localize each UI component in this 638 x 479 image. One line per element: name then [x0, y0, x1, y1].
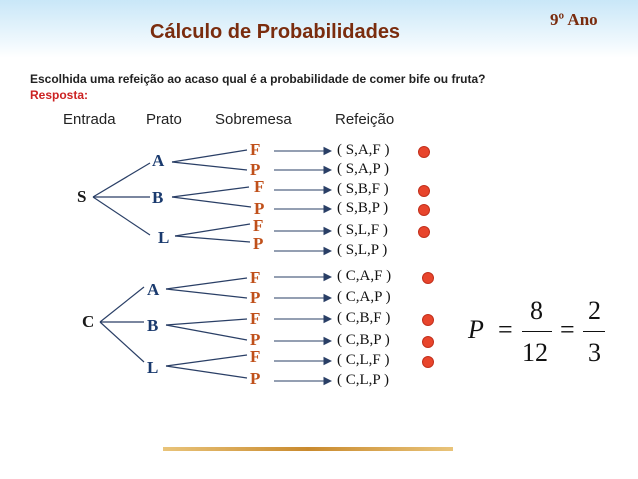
dish-node: A [147, 280, 160, 299]
dish-node: B [147, 316, 159, 335]
favorable-marker [418, 226, 430, 238]
column-header-refeicao: Refeição [335, 111, 395, 128]
formula-equals: = [498, 315, 513, 344]
fraction-numerator: 8 [530, 296, 543, 325]
answer-label: Resposta: [30, 88, 89, 102]
dessert-node: P [253, 234, 264, 253]
outcome-label: ( C,L,F ) [337, 352, 390, 368]
outcome-label: ( S,L,P ) [337, 242, 388, 258]
dessert-node: P [250, 330, 261, 349]
dessert-node: P [254, 199, 265, 218]
formula-variable: P [468, 315, 484, 344]
dessert-node: F [250, 268, 261, 287]
dessert-node: P [250, 160, 261, 179]
favorable-marker [418, 204, 430, 216]
problem-question: Escolhida uma refeição ao acaso qual é a probabilidade de comer bife ou fruta? [30, 72, 486, 86]
outcome-label: ( S,A,P ) [337, 161, 389, 177]
favorable-marker [422, 314, 434, 326]
outcome-label: ( S,B,F ) [337, 181, 389, 197]
decorative-rule [163, 447, 453, 451]
dessert-node: F [253, 216, 264, 235]
dish-node: A [152, 151, 165, 170]
dessert-node: F [250, 309, 261, 328]
dessert-node: P [250, 288, 261, 307]
outcome-label: ( S,L,F ) [337, 222, 388, 238]
dessert-node: P [250, 369, 261, 388]
favorable-marker [422, 272, 434, 284]
outcome-label: ( C,B,F ) [337, 310, 391, 326]
fraction-denominator: 3 [588, 338, 601, 367]
favorable-marker [422, 336, 434, 348]
dessert-node: F [250, 140, 261, 159]
starter-node: S [77, 187, 87, 206]
outcome-label: ( S,A,F ) [337, 142, 390, 158]
outcome-label: ( C,A,F ) [337, 268, 392, 284]
dish-node: B [152, 188, 164, 207]
column-header-entrada: Entrada [63, 111, 116, 128]
column-header-prato: Prato [146, 111, 182, 128]
outcome-label: ( C,A,P ) [337, 289, 391, 305]
favorable-marker [418, 146, 430, 158]
favorable-marker [422, 356, 434, 368]
formula-equals: = [560, 315, 575, 344]
dessert-node: F [254, 177, 265, 196]
column-header-sobremesa: Sobremesa [215, 111, 292, 128]
fraction-numerator: 2 [588, 296, 601, 325]
starter-node: C [82, 312, 95, 331]
page-title: Cálculo de Probabilidades [150, 21, 401, 43]
grade-label: 9º Ano [550, 10, 598, 29]
dish-node: L [147, 358, 159, 377]
outcome-label: ( C,L,P ) [337, 372, 389, 388]
outcome-label: ( C,B,P ) [337, 332, 390, 348]
favorable-marker [418, 185, 430, 197]
fraction-bar [522, 331, 552, 332]
fraction-denominator: 12 [522, 338, 548, 367]
dish-node: L [158, 228, 170, 247]
dessert-node: F [250, 347, 261, 366]
outcome-label: ( S,B,P ) [337, 200, 389, 216]
fraction-bar [583, 331, 605, 332]
